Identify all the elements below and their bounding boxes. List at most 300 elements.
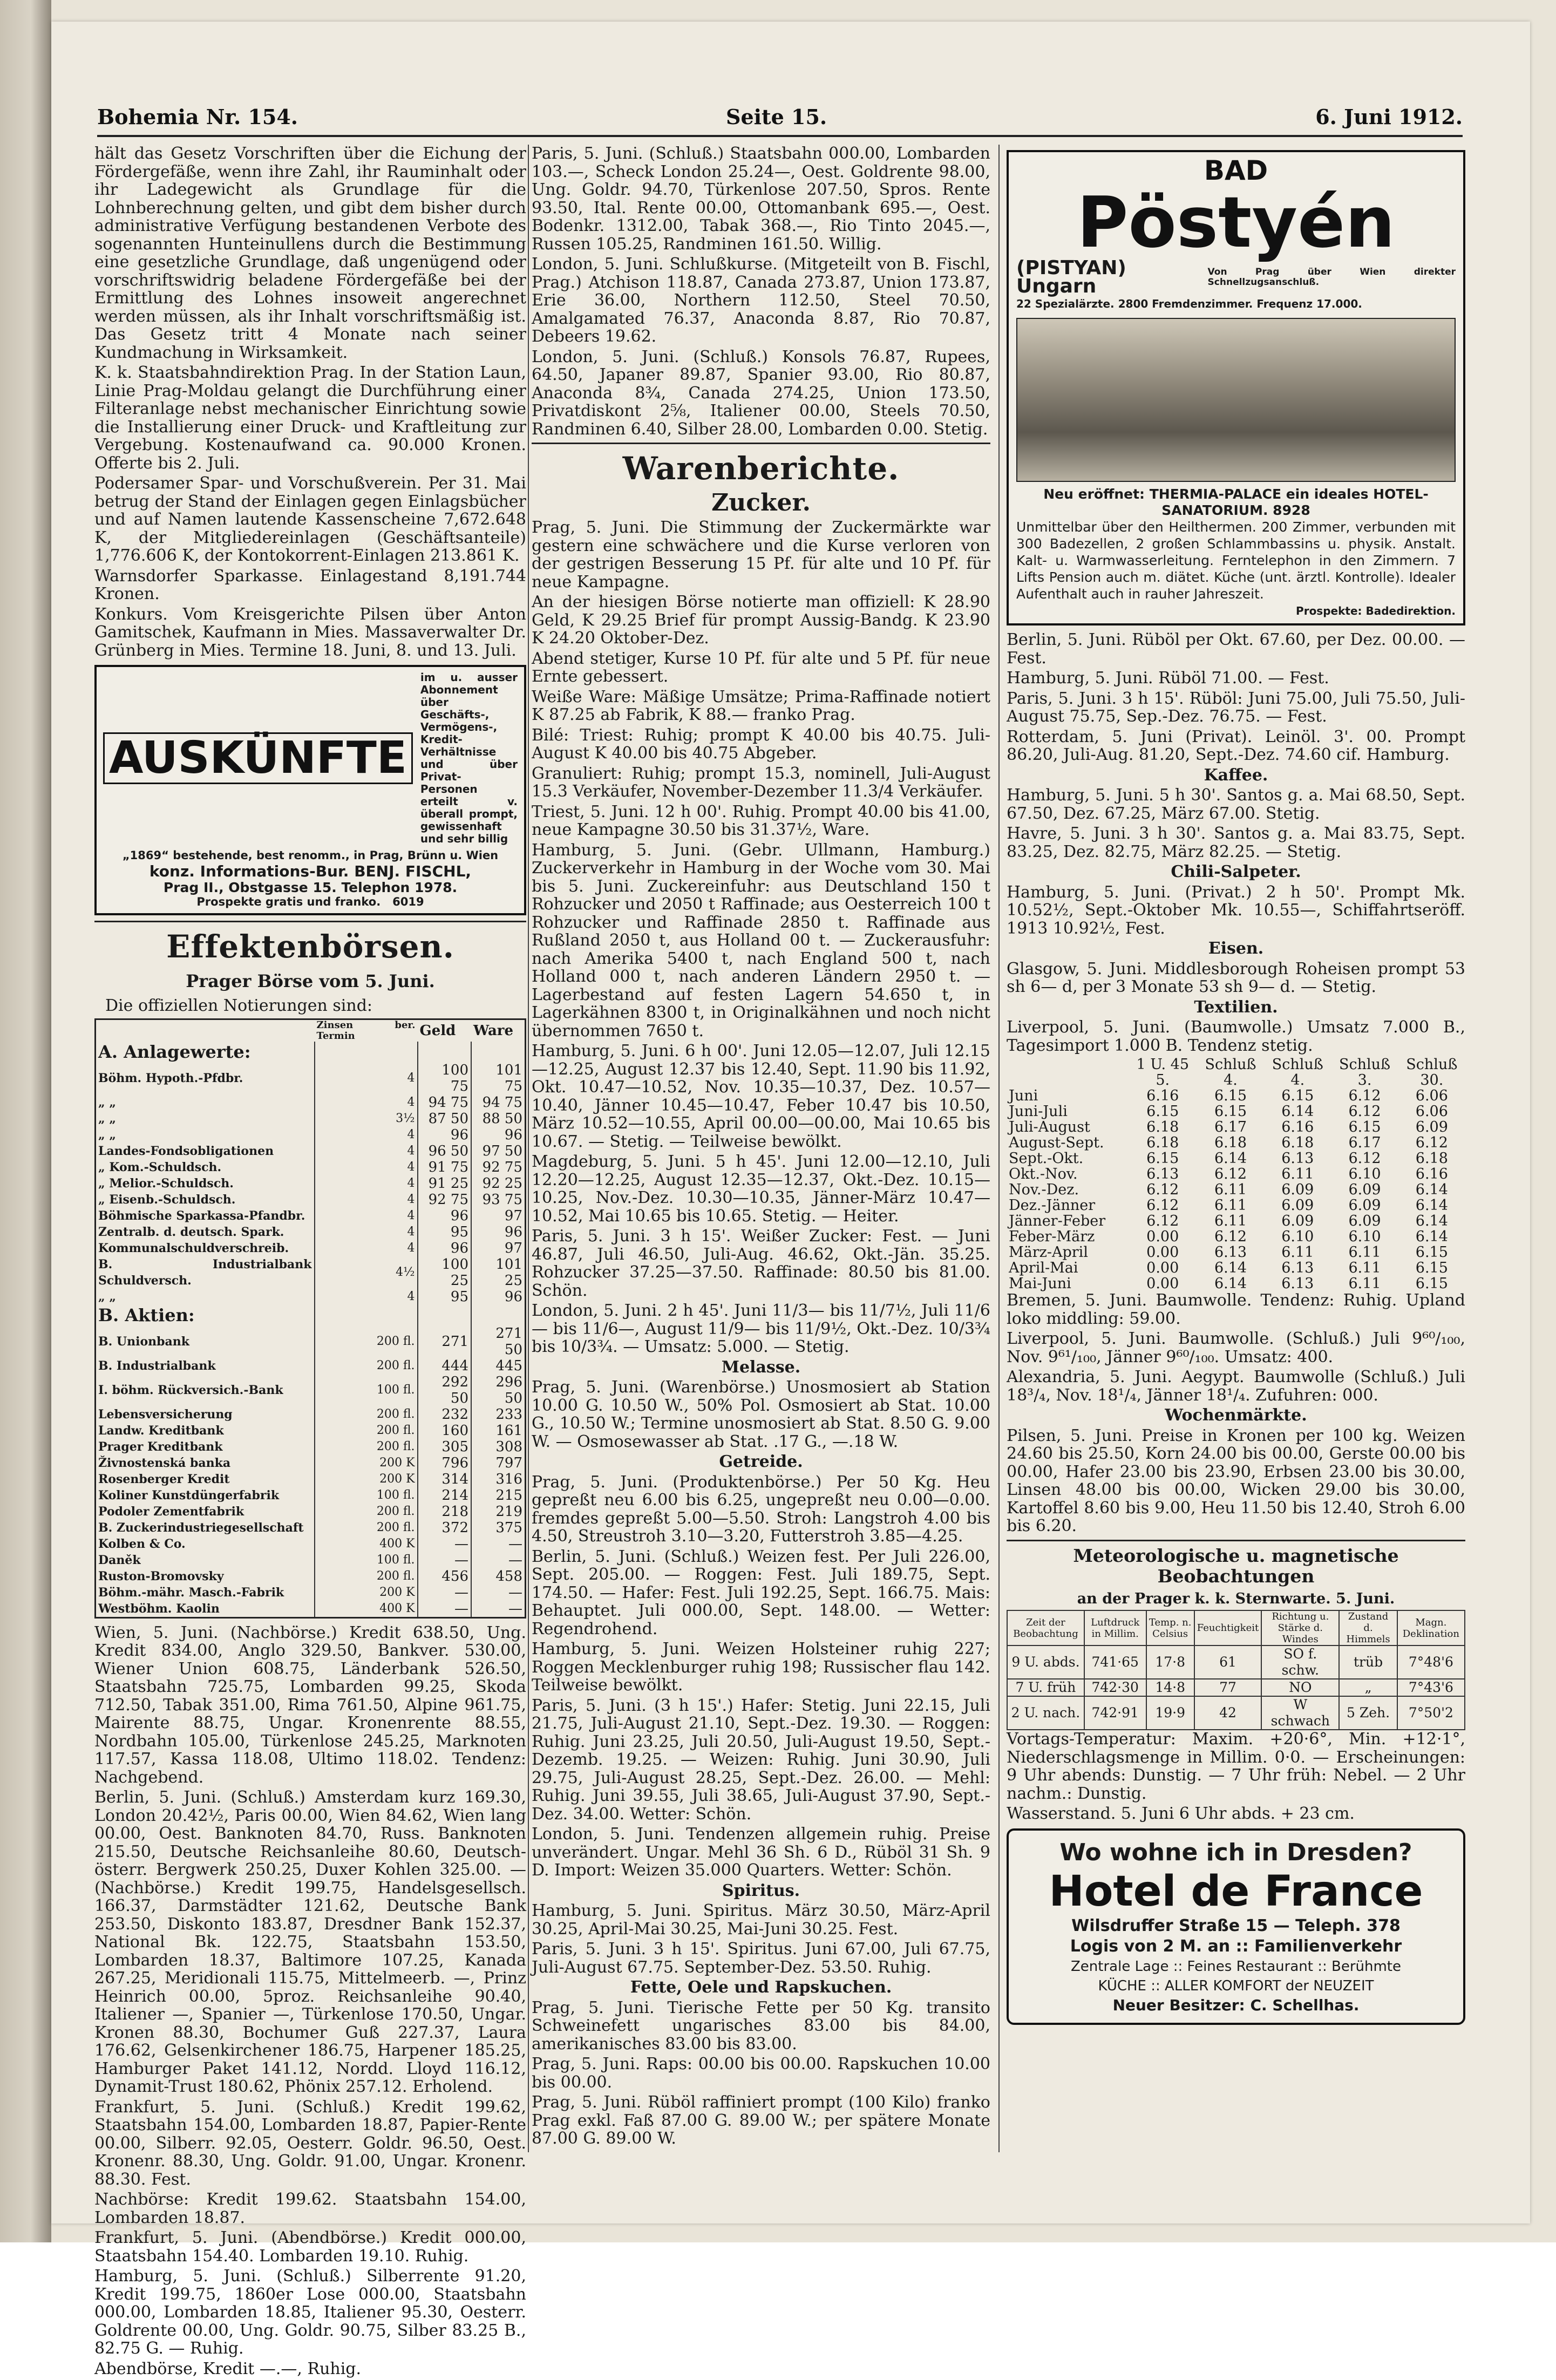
price-cell: 6.18: [1415, 1150, 1448, 1167]
price-cell: 6.16: [1146, 1087, 1179, 1104]
weather-cell: NO: [1261, 1679, 1339, 1696]
rate-cell: 4: [315, 1289, 418, 1305]
price-cell: 6.16: [1415, 1166, 1448, 1182]
article: K. k. Staatsbahndirektion Prag. In der Station Laun, Linie Prag-Moldau gelangt die Durchführung einer Filteranlage nebst mechanischer Einrichtung sowie die Installierung einer Druck- und Kraftleitung zur Vergebung. Kostenaufwand ca. 90.000 Kronen. Offerte bis 2. Juli.: [94, 363, 526, 473]
rate-cell: 100 fl.: [315, 1487, 418, 1504]
security-name: „ „: [98, 1289, 116, 1304]
advertisement-auskuenfte: [94, 665, 526, 915]
month-label: April-Mai: [1009, 1260, 1078, 1276]
table-header: [1007, 1072, 1465, 1088]
weather-cell: W schwach: [1261, 1696, 1339, 1730]
section-heading: Spiritus.: [722, 1881, 800, 1900]
price-cell: 6.15: [1348, 1119, 1381, 1135]
weather-cell: 7 U. früh: [1007, 1679, 1084, 1696]
article: Prag, 5. Juni. (Produktenbörse.) Per 50 Kg. Heu gepreßt neu 6.00 bis 6.25, ungepreßt neu 0.00—0.00. fremdes gepreßt 5.00—5.50. Stroh: Langstroh 4.00 bis 4.50, Streustroh 3.10—3.20, Futterstroh 3.85—4.25.: [532, 1472, 990, 1546]
bid-cell: 95: [418, 1224, 472, 1240]
rate-cell: 200 fl.: [315, 1520, 418, 1536]
table-header: [1007, 1057, 1465, 1072]
price-cell: 6.12: [1214, 1228, 1247, 1245]
table-row: [96, 1256, 526, 1289]
price-cell: 6.12: [1146, 1213, 1179, 1229]
table-row: [96, 1471, 526, 1487]
table-row: [96, 1192, 526, 1208]
bid-cell: 91 25: [418, 1175, 472, 1192]
month-label: August-Sept.: [1009, 1134, 1104, 1151]
table-row: [96, 1143, 526, 1159]
article: Hamburg, 5. Juni. 5 h 30'. Santos g. a. Mai 68.50, Sept. 67.50, Dez. 67.25, März 67.00. Stetig.: [1007, 786, 1465, 823]
month-label: Juni: [1009, 1087, 1038, 1104]
article: Abendbörse, Kredit —.—, Ruhig.: [94, 2359, 362, 2378]
article: Paris, 5. Juni. 3 h 15'. Weißer Zucker: Fest. — Juni 46.87, Juli 46.50, Juli-Aug. 46.62, Okt.-Jän. 35.25. Rohzucker 37.25—37.50. Raffinade: 80.50 bis 81.00. Schön.: [532, 1227, 990, 1300]
article: Bremen, 5. Juni. Baumwolle. Tendenz: Ruhig. Upland loko middling: 59.00.: [1007, 1291, 1465, 1328]
security-name: B. Industrialbank Schuldversch.: [98, 1257, 312, 1288]
table-row: [1007, 1182, 1465, 1198]
section-title: Warenberichte.: [622, 450, 900, 487]
table-row: [96, 1224, 526, 1240]
table-row: [96, 1423, 526, 1439]
price-cell: 6.11: [1214, 1197, 1247, 1214]
weather-cell: 9 U. abds.: [1007, 1645, 1084, 1679]
article: Alexandria, 5. Juni. Aegypt. Baumwolle (Schluß.) Juli 18³/₄, Nov. 18¹/₄, Jänner 18¹/₄. Zufuhren: 000.: [1007, 1368, 1465, 1405]
rate-cell: 200 fl.: [315, 1325, 418, 1358]
advertisement-hotel-de-france: [1007, 1828, 1465, 2025]
bid-cell: 796: [418, 1455, 472, 1471]
column-3: [1007, 145, 1465, 2030]
weather-cell: 7°50'2: [1397, 1696, 1465, 1730]
table-row: [96, 1175, 526, 1192]
ad-number: 8928: [1273, 502, 1310, 518]
rate-cell: 4: [315, 1062, 418, 1094]
security-name: Rosenberger Kredit: [98, 1472, 230, 1486]
price-cell: 0.00: [1146, 1260, 1179, 1276]
ask-cell: 296 50: [471, 1374, 526, 1406]
table-row: [96, 1504, 526, 1520]
article: Bilé: Triest: Ruhig; prompt K 40.00 bis 40.75. Juli-August K 40.00 bis 40.75 Abgeber.: [532, 725, 990, 763]
section-title: Effektenbörsen.: [166, 928, 454, 965]
table-row: [1007, 1276, 1465, 1291]
article: Prag, 5. Juni. (Warenbörse.) Unosmosiert ab Station 10.00 G. 10.50 W., 50% Pol. Osmosiert ab Stat. 10.00 G., 10.50 W.; Termine unosmosiert ab Stat. 8.50 G. 9.00 W. — Osmosewasser ab Stat. .17 G., —.18 W.: [532, 1378, 990, 1451]
month-label: Mai-Juni: [1009, 1275, 1071, 1292]
article: Rotterdam, 5. Juni (Privat). Leinöl. 3'. 00. Prompt 86.20, Juli-Aug. 81.20, Sept.-Dez. 74.60 cif. Hamburg.: [1007, 727, 1465, 764]
article: Weiße Ware: Mäßige Umsätze; Prima-Raffinade notiert K 87.25 ab Fabrik, K 88.— franko Prag.: [532, 687, 990, 724]
ask-cell: 316: [471, 1471, 526, 1487]
bid-cell: 372: [418, 1520, 472, 1536]
ask-cell: 161: [471, 1423, 526, 1439]
price-cell: 6.10: [1281, 1228, 1314, 1245]
article: Podersamer Spar- und Vorschußverein. Per 31. Mai betrug der Stand der Einlagen gegen Einlagsbücher und auf Namen lautende Kassenscheine 7,672.648 K, der Mitgliedereinlagen (Geschäftsanteile) 1,776.606 K, der Kontokorrent-Einlagen 213.861 K.: [94, 474, 526, 565]
price-cell: 6.13: [1281, 1150, 1314, 1167]
table-row: [96, 1568, 526, 1585]
price-cell: 6.14: [1214, 1150, 1247, 1167]
article: Prag, 5. Juni. Die Stimmung der Zuckermärkte war gestern eine schwächere und die Kurse verloren von der gestrigen Besserung 15 Pf. für alte und 10 Pf. für neue Kampagne.: [532, 518, 990, 591]
table-row: [1007, 1088, 1465, 1104]
ad-route: Von Prag über Wien direkter Schnellzugsanschluß.: [1207, 266, 1456, 288]
article: Liverpool, 5. Juni. Baumwolle. (Schluß.) Juli 9⁶⁰/₁₀₀, Nov. 9⁶¹/₁₀₀, Jänner 9⁶⁰/₁₀₀. Umsatz: 400.: [1007, 1329, 1465, 1366]
rate-cell: 4: [315, 1224, 418, 1240]
rate-cell: 200 fl.: [315, 1358, 418, 1374]
price-cell: 6.12: [1146, 1197, 1179, 1214]
ask-cell: 308: [471, 1439, 526, 1455]
price-cell: 6.15: [1146, 1103, 1179, 1120]
bid-cell: 456: [418, 1568, 472, 1585]
weather-cell: 19·9: [1146, 1696, 1194, 1730]
rate-cell: 100 fl.: [315, 1552, 418, 1568]
table-row: [96, 1552, 526, 1568]
price-cell: 6.09: [1281, 1197, 1314, 1214]
rate-cell: 200 fl.: [315, 1406, 418, 1423]
table-row: [96, 1062, 526, 1094]
ad-question: Wo wohne ich in Dresden?: [1059, 1838, 1412, 1866]
price-cell: 6.18: [1281, 1134, 1314, 1151]
month-label: März-April: [1009, 1244, 1088, 1261]
weather-cell: 7°43'6: [1397, 1679, 1465, 1696]
article: Hamburg, 5. Juni. (Privat.) 2 h 50'. Prompt Mk. 10.52½, Sept.-Oktober Mk. 10.55—, Schiffahrtseröff. 1913 10.92½, Fest.: [1007, 882, 1465, 938]
security-name: „ Melior.-Schuldsch.: [98, 1176, 234, 1191]
header-issue: Bohemia Nr. 154.: [97, 105, 298, 129]
header-cell: Schluß: [1205, 1056, 1256, 1073]
rate-cell: 4: [315, 1175, 418, 1192]
table-section: [96, 1042, 526, 1062]
table-row: [1007, 1213, 1465, 1229]
bid-cell: —: [418, 1552, 472, 1568]
ad-line: Prag II., Obstgasse 15. Telephon 1978.: [163, 880, 458, 895]
rate-cell: 4: [315, 1094, 418, 1111]
article: Havre, 5. Juni. 3 h 30'. Santos g. a. Mai 83.75, Sept. 83.25, Dez. 82.75, März 82.25. — Stetig.: [1007, 824, 1465, 861]
section-title: Meteorologische u. magnetische Beobachtungen: [1073, 1545, 1399, 1587]
price-cell: 6.09: [1281, 1213, 1314, 1229]
section-subtitle: Prager Börse vom 5. Juni.: [186, 971, 435, 991]
security-name: Landw. Kreditbank: [98, 1423, 224, 1438]
table-row: [96, 1289, 526, 1305]
table-section: [96, 1305, 526, 1325]
ad-line: Neuer Besitzer: C. Schellhas.: [1112, 1996, 1360, 2014]
header-cell: [1007, 1072, 1129, 1088]
weather-cell: 5 Zeh.: [1339, 1696, 1397, 1730]
bid-cell: 91 75: [418, 1159, 472, 1175]
security-name: Westböhm. Kaolin: [98, 1601, 220, 1616]
table-row: [96, 1208, 526, 1224]
weather-cell: 61: [1194, 1645, 1262, 1679]
table-row: [1007, 1260, 1465, 1276]
price-cell: 6.13: [1281, 1260, 1314, 1276]
rate-cell: 200 fl.: [315, 1423, 418, 1439]
price-cell: 6.09: [1348, 1181, 1381, 1198]
security-name: B. Industrialbank: [98, 1358, 216, 1373]
rate-cell: 200 K: [315, 1471, 418, 1487]
section-subtitle: Zucker.: [711, 489, 811, 516]
weather-cell: 7°48'6: [1397, 1645, 1465, 1679]
section-heading: Kaffee.: [1204, 765, 1268, 785]
month-label: Juni-Juli: [1009, 1103, 1068, 1120]
bid-cell: 444: [418, 1358, 472, 1374]
cell: [315, 1042, 418, 1062]
article: Hamburg, 5. Juni. Weizen Holsteiner ruhig 227; Roggen Mecklenburger ruhig 198; Russischer flau 142. Teilweise bewölkt.: [532, 1640, 990, 1695]
price-cell: 6.15: [1146, 1150, 1179, 1167]
header-cell: Magn. Deklination: [1397, 1610, 1465, 1645]
security-name: Ruston-Bromovsky: [98, 1569, 224, 1583]
month-label: Feber-März: [1009, 1228, 1095, 1245]
security-name: I. böhm. Rückversich.-Bank: [98, 1383, 283, 1397]
header-cell: Schluß: [1272, 1056, 1323, 1073]
table-row: [1007, 1229, 1465, 1245]
rate-cell: 200 fl.: [315, 1568, 418, 1585]
price-cell: 6.15: [1415, 1260, 1448, 1276]
advertisement-poestyen: [1007, 150, 1465, 625]
price-cell: 6.11: [1281, 1244, 1314, 1261]
ask-cell: 96: [471, 1127, 526, 1143]
stock-table: [94, 1018, 526, 1619]
intro-text: Die offiziellen Notierungen sind:: [105, 996, 372, 1015]
article: Prag, 5. Juni. Tierische Fette per 50 Kg. transito Schweinefett ungarisches 83.00 bis 84.00, amerikanisches 83.00 bis 83.00.: [532, 1998, 990, 2053]
table-row: [1007, 1119, 1465, 1135]
article: Hamburg, 5. Juni. 6 h 00'. Juni 12.05—12.07, Juli 12.15—12.25, August 12.37 bis 12.40, Sept. 11.90 bis 11.92, Okt. 10.47—10.52, Nov. 10.35—10.37, Dez. 10.57—10.40, Jänner 10.45—10.47, Feber 10.47 bis 10.50, März 10.52—10.55, April 00.00—00.00, Mai 10.65 bis 10.67. — Stetig. — Teilweise bewölkt.: [532, 1042, 990, 1151]
ad-title: AUSKÜNFTE: [103, 732, 413, 784]
price-cell: 6.14: [1415, 1181, 1448, 1198]
cell: [471, 1042, 526, 1062]
section-label: A. Anlagewerte:: [98, 1041, 251, 1062]
article: Wien, 5. Juni. (Nachbörse.) Kredit 638.50, Ung. Kredit 834.00, Anglo 329.50, Bankver. 530.00, Wiener Union 608.75, Länderbank 526.50, Staatsbahn 725.75, Lombarden 99.25, Skoda 712.50, Tabak 351.00, Rima 761.50, Alpine 961.75, Mairente 88.75, Ungar. Kronenrente 88.55, Nordbahn 105.00, Türkenlose 245.25, Marknoten 117.57, Kassa 118.08, Ultimo 118.02. Tendenz: Nachgebend.: [94, 1623, 526, 1787]
price-cell: 6.17: [1348, 1134, 1381, 1151]
security-name: „ „: [98, 1095, 116, 1110]
weather-cell: trüb: [1339, 1645, 1397, 1679]
weather-cell: 742·91: [1084, 1696, 1146, 1730]
table-row: [96, 1536, 526, 1552]
bid-cell: 92 75: [418, 1192, 472, 1208]
price-cell: 6.10: [1348, 1166, 1381, 1182]
price-cell: 6.09: [1348, 1197, 1381, 1214]
article: London, 5. Juni. Schlußkurse. (Mitgeteilt von B. Fischl, Prag.) Atchison 118.87, Canada 273.87, Union 173.87, Erie 36.00, Northern 112.50, Steel 70.50, Amalgamated 76.37, Anaconda 8.87, Rio 70.87, Debeers 19.62.: [532, 255, 990, 346]
price-cell: 6.18: [1146, 1134, 1179, 1151]
rate-cell: 3½: [315, 1111, 418, 1127]
article: London, 5. Juni. 2 h 45'. Juni 11/3— bis 11/7½, Juli 11/6— bis 11/6—, August 11/9— bis 11/9½, Okt.-Dez. 10/3¾ bis 10/3¾. — Umsatz: 5.000. — Stetig.: [532, 1301, 990, 1356]
weather-cell: 42: [1194, 1696, 1262, 1730]
month-label: Sept.-Okt.: [1009, 1150, 1084, 1167]
security-name: Koliner Kunstdüngerfabrik: [98, 1488, 280, 1502]
price-cell: 0.00: [1146, 1275, 1179, 1292]
article: Paris, 5. Juni. 3 h 15'. Spiritus. Juni 67.00, Juli 67.75, Juli-August 67.75. September-Dez. 53.50. Ruhig.: [532, 1940, 990, 1977]
ad-subtitle: (PISTYAN) Ungarn: [1016, 257, 1126, 297]
ad-line: Wilsdruffer Straße 15 — Teleph. 378: [1071, 1916, 1401, 1935]
article: Hamburg, 5. Juni. (Schluß.) Silberrente 91.20, Kredit 199.75, 1860er Lose 000.00, Staatsbahn 000.00, Lombarden 18.85, Italiener 95.30, Oesterr. Goldrente 00.00, Ung. Goldr. 90.75, Silber 83.25 B., 82.75 G. — Ruhig.: [94, 2267, 526, 2358]
rate-cell: 4½: [315, 1256, 418, 1289]
rate-cell: 400 K: [315, 1601, 418, 1618]
table-row: [96, 1358, 526, 1374]
rate-cell: 400 K: [315, 1536, 418, 1552]
header-cell: Richtung u. Stärke d. Windes: [1261, 1610, 1339, 1645]
security-name: Daněk: [98, 1553, 141, 1567]
price-cell: 6.12: [1146, 1181, 1179, 1198]
ask-cell: 88 50: [471, 1111, 526, 1127]
article: Prag, 5. Juni. Rüböl raffiniert prompt (100 Kilo) franko Prag exkl. Faß 87.00 G. 89.00 W.; per spätere Monate 87.00 G. 89.00 W.: [532, 2093, 990, 2148]
table-row: [96, 1585, 526, 1601]
bid-cell: 314: [418, 1471, 472, 1487]
price-cell: 6.13: [1281, 1275, 1314, 1292]
month-label: Nov.-Dez.: [1009, 1181, 1079, 1198]
price-cell: 6.14: [1415, 1197, 1448, 1214]
ask-cell: 97: [471, 1208, 526, 1224]
ad-number: 6019: [392, 895, 424, 908]
ad-line: KÜCHE :: ALLER KOMFORT der NEUZEIT: [1098, 1977, 1374, 1994]
rate-cell: 4: [315, 1192, 418, 1208]
ad-prospect: Prospekte gratis und franko.: [196, 895, 381, 908]
table-row: [96, 1374, 526, 1406]
hotel-photo: [1016, 318, 1456, 482]
security-name: B. Unionbank: [98, 1334, 189, 1349]
month-label: Jänner-Feber: [1009, 1213, 1106, 1229]
article: Triest, 5. Juni. 12 h 00'. Ruhig. Prompt 40.00 bis 41.00, neue Kampagne 30.50 bis 31.37½, Ware.: [532, 802, 990, 839]
ask-cell: 96: [471, 1289, 526, 1305]
table-row: [96, 1601, 526, 1618]
ad-line: [103, 895, 518, 909]
security-name: Böhm.-mähr. Masch.-Fabrik: [98, 1585, 284, 1600]
article: Magdeburg, 5. Juni. 5 h 45'. Juni 12.00—12.10, Juli 12.20—12.25, August 12.35—12.37, Okt.-Dez. 10.15—10.25, Nov.-Dez. 10.30—10.35, Jänner-März 10.47—10.52, Mai 10.65 bis 10.65. Stetig. — Heiter.: [532, 1152, 990, 1226]
ad-open: Neu eröffnet: THERMIA-PALACE ein ideales HOTEL-SANATORIUM.: [1043, 486, 1429, 518]
bid-cell: 214: [418, 1487, 472, 1504]
price-cell: 6.18: [1146, 1119, 1179, 1135]
table-row: [96, 1127, 526, 1143]
ask-cell: 92 75: [471, 1159, 526, 1175]
bid-cell: —: [418, 1585, 472, 1601]
bid-cell: 100 75: [418, 1062, 472, 1094]
price-cell: 6.10: [1348, 1228, 1381, 1245]
cell: [418, 1305, 472, 1325]
header-cell: [1007, 1057, 1129, 1072]
price-cell: 6.12: [1415, 1134, 1448, 1151]
ad-title: Hotel de France: [1049, 1867, 1423, 1916]
column-rule: [528, 145, 529, 2152]
month-label: Juli-August: [1009, 1119, 1090, 1135]
price-cell: 6.11: [1214, 1213, 1247, 1229]
rate-cell: 200 K: [315, 1455, 418, 1471]
header-cell: Temp. n. Celsius: [1146, 1610, 1194, 1645]
price-cell: 6.06: [1415, 1087, 1448, 1104]
price-cell: 6.13: [1214, 1244, 1247, 1261]
price-cell: 6.06: [1415, 1103, 1448, 1120]
table-row: [96, 1487, 526, 1504]
price-cell: 6.11: [1281, 1166, 1314, 1182]
price-cell: 6.12: [1348, 1150, 1381, 1167]
header-cell: 4.: [1224, 1072, 1238, 1089]
article: Hamburg, 5. Juni. (Gebr. Ullmann, Hamburg.) Zuckerverkehr in Hamburg in der Woche vom 30. Mai bis 5. Juni. Zuckereinfuhr: aus Deutschland 150 t Rohzucker und 2050 t Raffinade; aus Oesterreich 100 t Rohzucker und Raffinade 2850 t. Raffinade aus Rußland 2050 t, aus Holland 00 t. — Zuckerausfuhr: nach Amerika 5400 t, nach England 500 t, nach Holland 000 t, nach anderen Ländern 2950 t. — Lagerbestand auf festen Lagern 54.650 t, in Lagerkähnen 8300 t, in Originalkähnen und noch nicht übernommen 7650 t.: [532, 840, 990, 1041]
table-row: [1007, 1645, 1465, 1679]
security-name: „ Kom.-Schuldsch.: [98, 1160, 222, 1174]
header-cell: [96, 1019, 315, 1042]
table-row: [96, 1455, 526, 1471]
price-cell: 6.09: [1415, 1119, 1448, 1135]
section-heading: Wochenmärkte.: [1165, 1406, 1307, 1425]
price-cell: 6.16: [1281, 1119, 1314, 1135]
ask-cell: 97 50: [471, 1143, 526, 1159]
price-cell: 6.17: [1214, 1119, 1247, 1135]
price-cell: 6.12: [1348, 1103, 1381, 1120]
section-heading: Chili-Salpeter.: [1171, 862, 1301, 881]
section-label: B. Aktien:: [98, 1304, 195, 1325]
table-row: [1007, 1104, 1465, 1119]
cotton-table: [1007, 1057, 1465, 1291]
article: Paris, 5. Juni. (Schluß.) Staatsbahn 000.00, Lombarden 103.—, Scheck London 25.24—, Oest. Goldrente 98.00, Ung. Goldr. 94.70, Türkenlose 207.50, Spros. Rente 93.50, Ital. Rente 00.00, Ottomanbank 695.—, Oest. Bodenkr. 1312.00, Tabak 368.—, Rio Tinto 2045.—, Russen 105.25, Randminen 161.50. Willig.: [532, 144, 990, 254]
header-cell: 4.: [1290, 1072, 1305, 1089]
security-name: Živnostenská banka: [98, 1456, 231, 1470]
bid-cell: 96: [418, 1208, 472, 1224]
article: Nachbörse: Kredit 199.62. Staatsbahn 154.00, Lombarden 18.87.: [94, 2190, 526, 2227]
bid-cell: 292 50: [418, 1374, 472, 1406]
weather-cell: SO f. schw.: [1261, 1645, 1339, 1679]
table-row: [96, 1159, 526, 1175]
header-cell: Feuchtigkeit: [1194, 1610, 1262, 1645]
ad-line: konz. Informations-Bur. BENJ. FISCHL,: [149, 862, 472, 880]
ask-cell: 458: [471, 1568, 526, 1585]
header-cell: 30.: [1420, 1072, 1444, 1089]
bid-cell: 96: [418, 1240, 472, 1256]
ask-cell: 445: [471, 1358, 526, 1374]
column-2: [532, 145, 990, 2150]
section-heading: Getreide.: [719, 1452, 803, 1471]
ad-line: Logis von 2 M. an :: Familienverkehr: [1070, 1936, 1402, 1956]
price-cell: 6.11: [1348, 1260, 1381, 1276]
article: Warnsdorfer Sparkasse. Einlagestand 8,191.744 Kronen.: [94, 566, 526, 603]
weather-cell: „: [1339, 1679, 1397, 1696]
column-rule: [998, 145, 1000, 2152]
price-cell: 6.11: [1214, 1181, 1247, 1198]
weather-cell: 742·30: [1084, 1679, 1146, 1696]
table-row: [96, 1406, 526, 1423]
bid-cell: 87 50: [418, 1111, 472, 1127]
table-row: [1007, 1151, 1465, 1166]
article: London, 5. Juni. (Schluß.) Konsols 76.87, Rupees, 64.50, Japaner 89.87, Spanier 93.00, Rio 80.87, Anaconda 8¾, Canada 274.25, Union 173.50, Privatdiskont 2⅝, Italiener 00.00, Steels 70.50, Randminen 6.40, Silber 28.00, Lombarden 0.00. Stetig.: [532, 347, 990, 439]
ask-cell: —: [471, 1536, 526, 1552]
weather-table: [1007, 1610, 1465, 1730]
article: Berlin, 5. Juni. (Schluß.) Amsterdam kurz 169.30, London 20.42½, Paris 00.00, Wien 84.62, Wien lang 00.00, Oest. Banknoten 84.70, Russ. Banknoten 215.50, Deutsche Reichsanleihe 80.60, Deutsch-österr. Bergwerk 250.25, Duxer Kohlen 325.00. — (Nachbörse.) Kredit 199.75, Handelsgesellsch. 166.37, Darmstädter 121.62, Deutsche Bank 253.50, Diskonto 183.87, Dresdner Bank 152.37, National Bk. 122.75, Staatsbahn 153.50, Lombarden 18.37, Baltimore 107.25, Kanada 267.25, Meridionali 115.75, Mittelmeerb. —, Prinz Heinrich 00.00, 5proz. Reichsanleihe 90.40, Italiener —, Spanier —, Türkenlose 170.50, Ungar. Kronen 88.30, Bochumer Guß 227.37, Laura 176.62, Gelsenkirchener 186.75, Harpener 185.25, Hamburger Paket 141.12, Nordd. Lloyd 116.12, Dynamit-Trust 180.62, Phönix 257.12. Erholend.: [94, 1788, 526, 2096]
table-row: [1007, 1135, 1465, 1151]
cell: [315, 1305, 418, 1325]
bid-cell: 100 25: [418, 1256, 472, 1289]
price-cell: 6.15: [1415, 1275, 1448, 1292]
security-name: Böhmische Sparkassa-Pfandbr.: [98, 1208, 305, 1223]
bid-cell: —: [418, 1601, 472, 1618]
book-spine: [0, 0, 51, 2242]
article: Konkurs. Vom Kreisgerichte Pilsen über Anton Gamitschek, Kaufmann in Mies. Massaverwalter Dr. Grünberg in Mies. Termine 18. Juni, 8. und 13. Juli.: [94, 604, 526, 660]
price-cell: 0.00: [1146, 1244, 1179, 1261]
ask-cell: 101 75: [471, 1062, 526, 1094]
table-row: [1007, 1696, 1465, 1730]
ad-line: Zentrale Lage :: Feines Restaurant :: Berühmte: [1071, 1958, 1401, 1975]
weather-cell: 741·65: [1084, 1645, 1146, 1679]
month-label: Dez.-Jänner: [1009, 1197, 1096, 1214]
bid-cell: 95: [418, 1289, 472, 1305]
table-row: [96, 1520, 526, 1536]
security-name: Kolben & Co.: [98, 1536, 186, 1551]
price-cell: 6.09: [1281, 1181, 1314, 1198]
article: Berlin, 5. Juni. Rüböl per Okt. 67.60, per Dez. 00.00. — Fest.: [1007, 630, 1465, 668]
weather-cell: 17·8: [1146, 1645, 1194, 1679]
ad-bad: BAD: [1204, 155, 1268, 186]
price-cell: 6.13: [1146, 1166, 1179, 1182]
section-heading: Melasse.: [721, 1357, 801, 1377]
ask-cell: 94 75: [471, 1094, 526, 1111]
article: Frankfurt, 5. Juni. (Schluß.) Kredit 199.62, Staatsbahn 154.00, Lombarden 18.87, Papier-Rente 00.00, Silberr. 92.05, Oesterr. Goldr. 96.50, Oest. Kronenr. 88.30, Ung. Goldr. 91.00, Ungar. Kronenr. 88.30. Fest.: [94, 2097, 526, 2189]
month-label: Okt.-Nov.: [1009, 1166, 1078, 1182]
article: An der hiesigen Börse notierte man offiziell: K 28.90 Geld, K 29.25 Brief für prompt Aussig-Bandg. K 23.90 K 24.20 Oktober-Dez.: [532, 593, 990, 648]
ask-cell: 375: [471, 1520, 526, 1536]
bid-cell: —: [418, 1536, 472, 1552]
header-cell: Zeit der Beobachtung: [1007, 1610, 1084, 1645]
ad-title: Pöstyén: [1077, 181, 1395, 263]
security-name: Kommunalschuldverschreib.: [98, 1241, 289, 1255]
section-heading: Fette, Oele und Rapskuchen.: [630, 1978, 892, 1997]
price-cell: 6.18: [1214, 1134, 1247, 1151]
article: London, 5. Juni. Tendenzen allgemein ruhig. Preise unverändert. Ungar. Mehl 36 Sh. 6 D., Rüböl 31 Sh. 9 D. Import: Weizen 35.000 Quarters. Wetter: Schön.: [532, 1825, 990, 1880]
page-header: [97, 103, 1463, 137]
